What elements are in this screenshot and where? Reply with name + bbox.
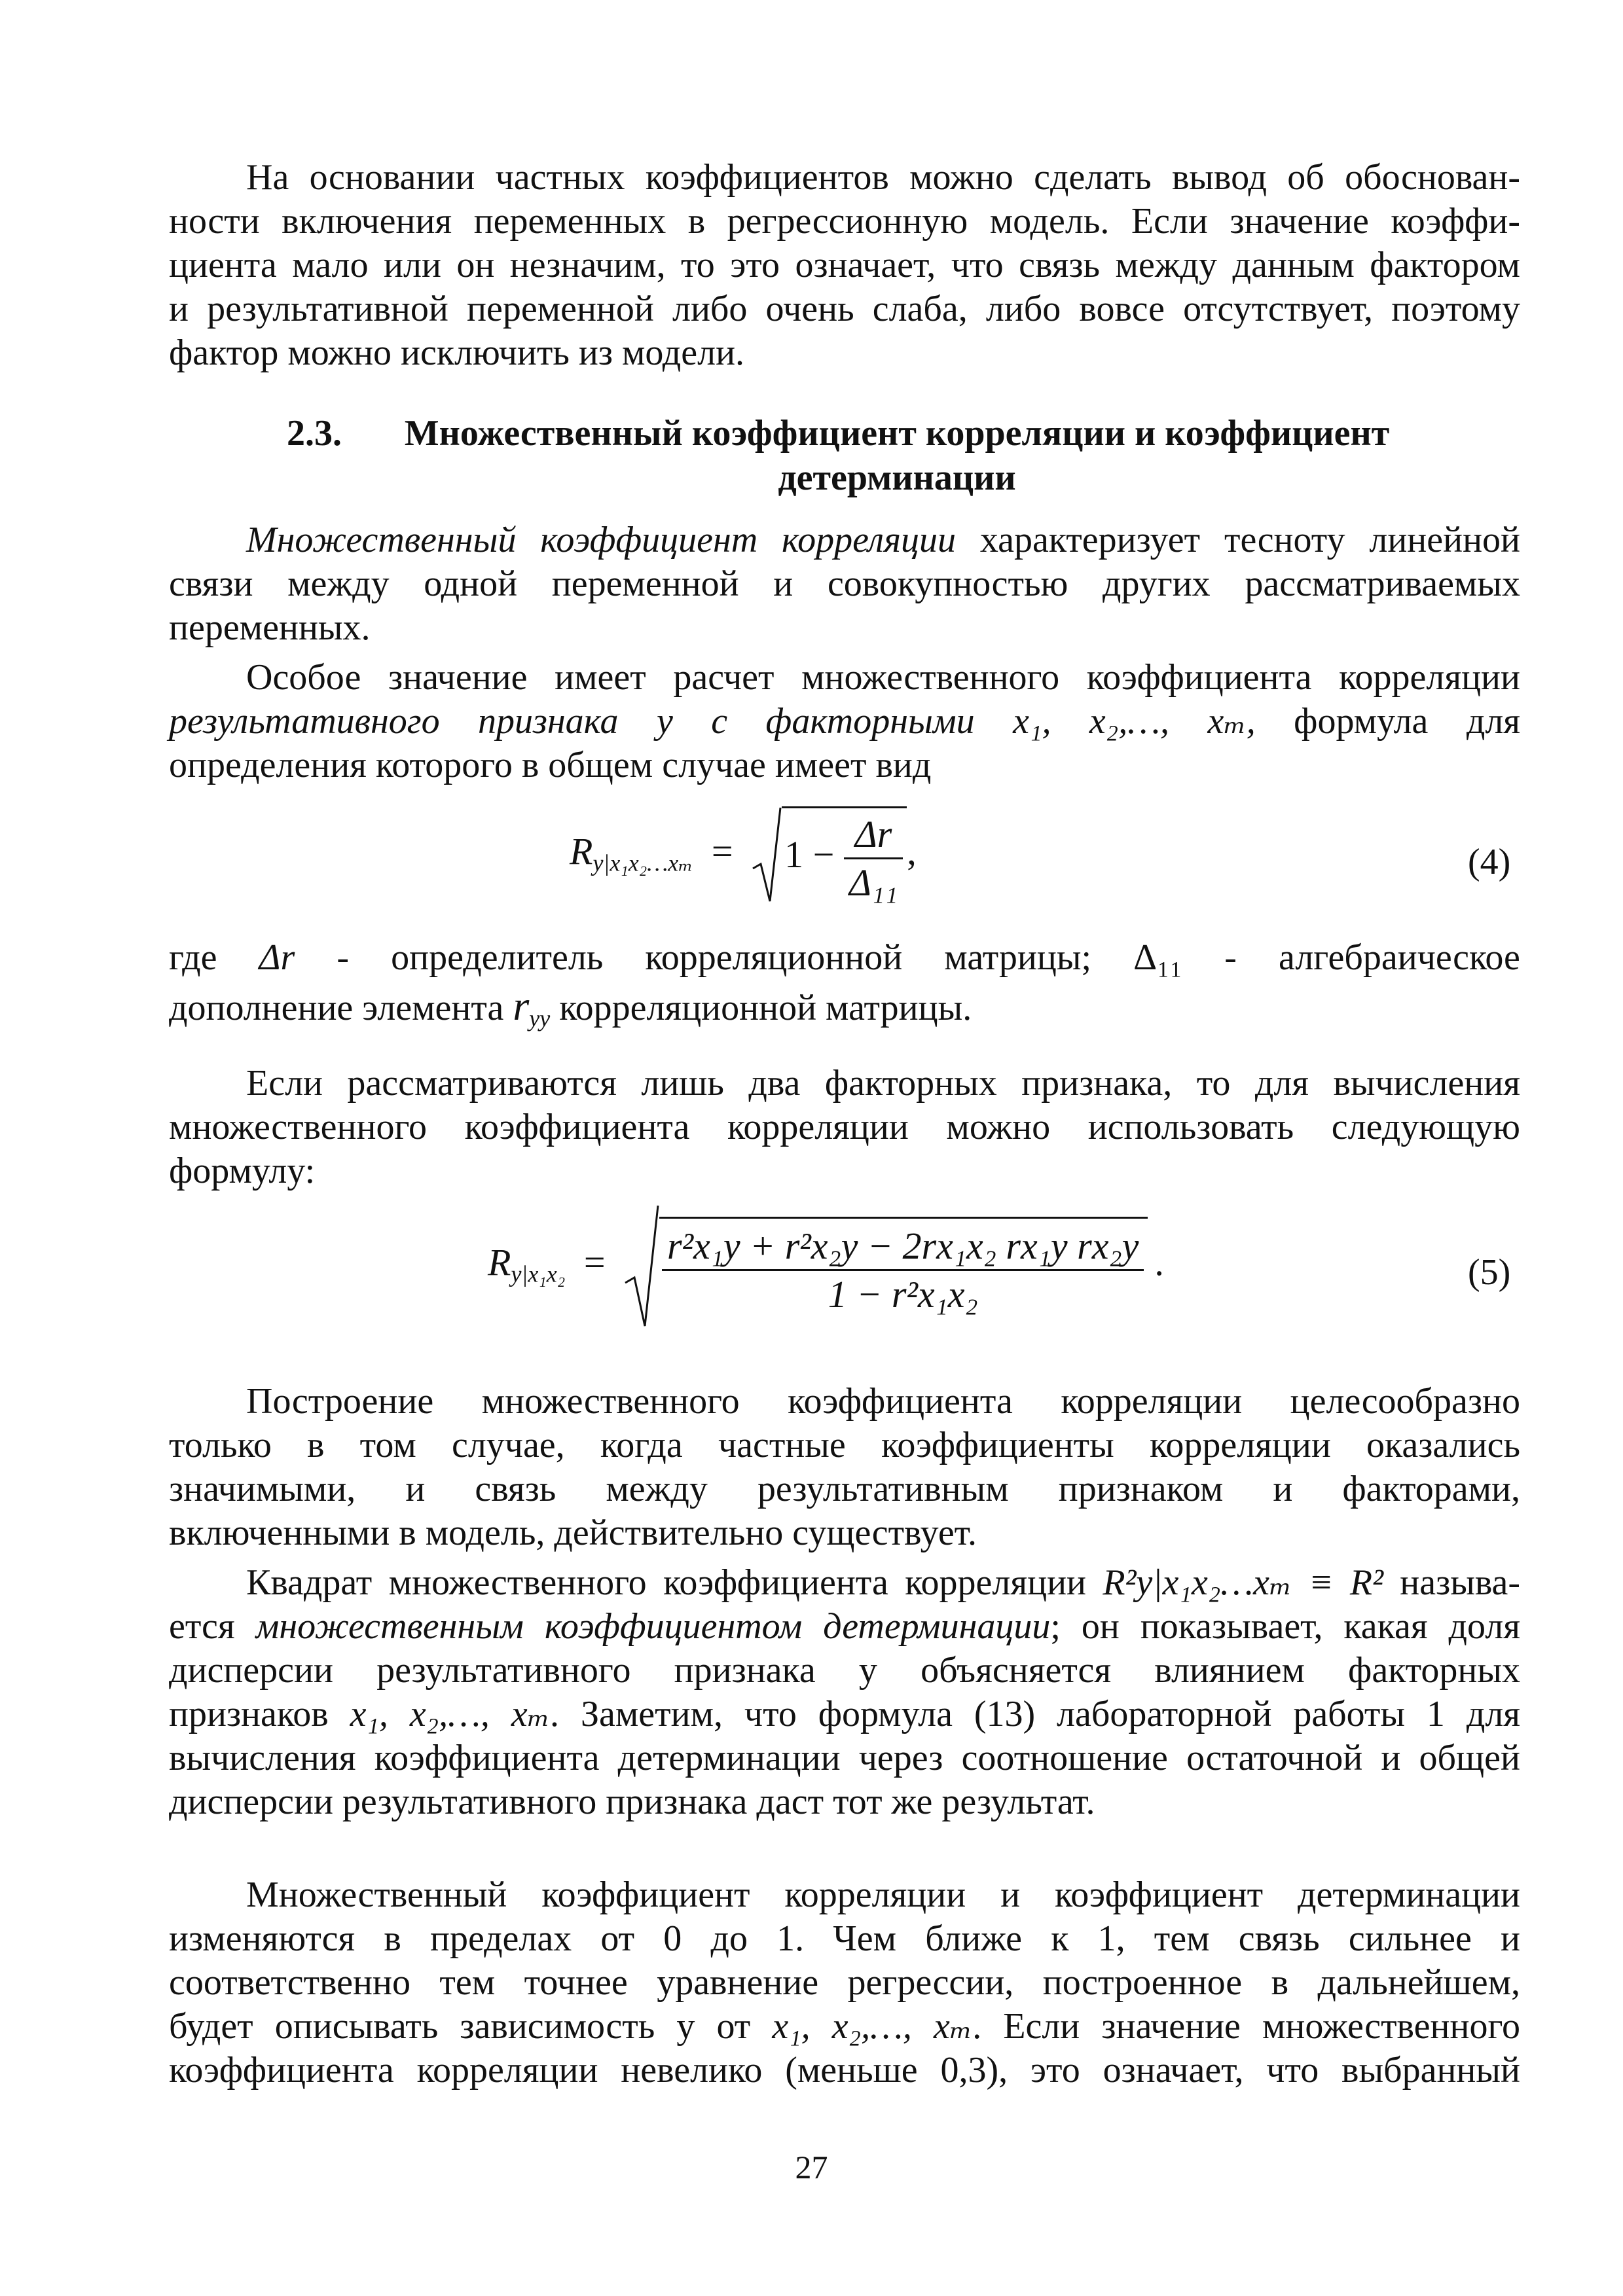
sqrt-radicand <box>659 1217 1148 1316</box>
paragraph-8 <box>169 1873 1520 2092</box>
section-number: 2.3. <box>287 413 342 454</box>
word: определитель <box>391 937 604 978</box>
text-line: вычисления коэффициента детерминации через соотношение остаточной и общей <box>169 1738 1520 1778</box>
text-line <box>169 1605 1520 1649</box>
text-line <box>169 1561 1520 1605</box>
section-heading <box>169 411 1520 500</box>
text-line: связи между одной переменной и совокупностью других рассматриваемых <box>169 564 1520 604</box>
math-vars: x₁, x₂,…, xₘ <box>350 1694 551 1734</box>
paragraph-2 <box>169 518 1520 650</box>
math-delta-11: Δ₁₁ <box>1133 937 1183 978</box>
text-line: На основании частных коэффициентов можно сделать вывод об обоснован- <box>246 157 1520 198</box>
text-line: только в том случае, когда частные коэффициенты корреляции оказались <box>169 1425 1520 1465</box>
text-fragment: характеризует тесноту линейной <box>979 520 1521 560</box>
formula-lhs: R <box>488 1241 511 1284</box>
sqrt-icon <box>624 1204 659 1329</box>
equation-number-5: (5) <box>1468 1252 1511 1293</box>
text-line: коэффициента корреляции невелико (меньше 0,3), это означает, что выбранный <box>169 2050 1520 2090</box>
text-fragment: . Если значение множественного <box>972 2006 1521 2047</box>
trailing-comma: , <box>907 830 917 873</box>
text-line: включенными в модель, действительно существует. <box>169 1513 977 1553</box>
text-line: Множественный коэффициент корреляции и коэффициент детерминации <box>246 1874 1520 1915</box>
equals-sign: = <box>583 1241 606 1284</box>
word: корреляционной <box>645 937 903 978</box>
sqrt-radicand <box>782 806 907 905</box>
text-fragment: называ- <box>1400 1562 1521 1603</box>
one-minus: 1 − <box>784 833 835 876</box>
math-subscript: yy <box>529 1005 551 1031</box>
word: алгебраическое <box>1279 937 1520 978</box>
page-number: 27 <box>795 2149 828 2185</box>
fraction-numerator: r²x₁y + r²x₂y − 2rx₁x₂ rx₁y rx₂y <box>667 1225 1139 1267</box>
italic-term: Множественный коэффициент корреляции <box>246 520 956 560</box>
text-line: дисперсии результативного признака даст тот же результат. <box>169 1782 1095 1822</box>
math-delta-r: Δr <box>259 937 295 978</box>
text-line: и результативной переменной либо очень слаба, либо вовсе отсутствует, поэтому <box>169 289 1520 329</box>
word: - <box>337 937 350 978</box>
text-line: ности включения переменных в регрессионную модель. Если значение коэффи- <box>169 201 1520 242</box>
text-line: определения которого в общем случае имеет вид <box>169 745 932 785</box>
paragraph-4 <box>169 936 1520 1030</box>
sqrt-icon <box>752 806 782 905</box>
text-fragment: признаков <box>169 1694 329 1734</box>
word: - <box>1224 937 1237 978</box>
fraction-numerator: Δr <box>854 813 892 855</box>
paragraph-6 <box>169 1380 1520 1555</box>
italic-term: множественным коэффициентом детерминации <box>255 1606 1051 1647</box>
paragraph-3 <box>169 656 1520 787</box>
text-line: значимыми, и связь между результативным признаком и факторами, <box>169 1469 1520 1509</box>
heading-line-2: детерминации <box>778 457 1016 498</box>
italic-term: результативного признака y с факторными <box>169 701 975 742</box>
formula-lhs-subscript: y|x₁x₂ <box>511 1261 566 1287</box>
paragraph-5 <box>169 1062 1520 1193</box>
fraction <box>844 812 903 905</box>
paragraph-7 <box>169 1561 1520 1824</box>
text-line <box>169 984 1520 1030</box>
text-line <box>169 518 1520 562</box>
text-line <box>169 1693 1520 1736</box>
text-line: переменных. <box>169 607 371 648</box>
word: матрицы; <box>944 937 1092 978</box>
text-line: Построение множественного коэффициента корреляции целесообразно <box>246 1381 1520 1422</box>
fraction-denominator: 1 − r²x₁x₂ <box>662 1269 1144 1316</box>
text-fragment: дополнение элемента <box>169 988 504 1028</box>
text-line: изменяются в пределах от 0 до 1. Чем ближе к 1, тем связь сильнее и <box>169 1918 1520 1959</box>
formula-lhs: R <box>570 830 593 873</box>
text-fragment: корреляционной матрицы. <box>559 988 972 1028</box>
text-line: формулу: <box>169 1151 316 1191</box>
text-line <box>169 936 1520 980</box>
text-line: дисперсии результативного признака y объясняется влиянием факторных <box>169 1650 1520 1691</box>
text-line: Если рассматриваются лишь два факторных признака, то для вычисления <box>246 1063 1520 1103</box>
fraction-denominator: Δ₁₁ <box>844 857 903 905</box>
text-fragment: ; он показывает, какая доля <box>1050 1606 1520 1647</box>
text-fragment: будет описывать зависимость y от <box>169 2006 751 2047</box>
text-line: фактор можно исключить из модели. <box>169 332 745 373</box>
fraction <box>662 1224 1144 1316</box>
text-fragment: . Заметим, что формула (13) лабораторной работы 1 для <box>550 1694 1521 1734</box>
heading-line-1: Множественный коэффициент корреляции и коэффициент <box>404 413 1390 454</box>
text-fragment: формула для <box>1294 701 1521 742</box>
text-line: соответственно тем точнее уравнение регрессии, построенное в дальнейшем, <box>169 1962 1520 2003</box>
formula-5 <box>488 1204 1164 1329</box>
text-line: Особое значение имеет расчет множественного коэффициента корреляции <box>246 657 1520 698</box>
math-r: r <box>513 982 530 1029</box>
math-vars: x₁, x₂,…, xₘ, <box>1013 701 1256 742</box>
word: где <box>169 937 217 978</box>
trailing-period: . <box>1154 1241 1164 1284</box>
math-r-squared: R²y|x₁x₂…xₘ ≡ R² <box>1103 1562 1383 1603</box>
math-vars: x₁, x₂,…, xₘ <box>772 2006 973 2047</box>
equation-number-4: (4) <box>1468 842 1511 882</box>
formula-4 <box>570 806 917 905</box>
text-line: циента мало или он незначим, то это означает, что связь между данным фактором <box>169 245 1520 285</box>
paragraph-1 <box>169 156 1520 375</box>
text-line: множественного коэффициента корреляции можно использовать следующую <box>169 1107 1520 1147</box>
formula-lhs-subscript: y|x₁x₂…xₘ <box>593 850 693 876</box>
text-line <box>169 700 1520 744</box>
text-fragment: ется <box>169 1606 235 1647</box>
equals-sign: = <box>711 830 733 873</box>
text-line <box>169 2005 1520 2049</box>
text-fragment: Квадрат множественного коэффициента корреляции <box>246 1562 1087 1603</box>
